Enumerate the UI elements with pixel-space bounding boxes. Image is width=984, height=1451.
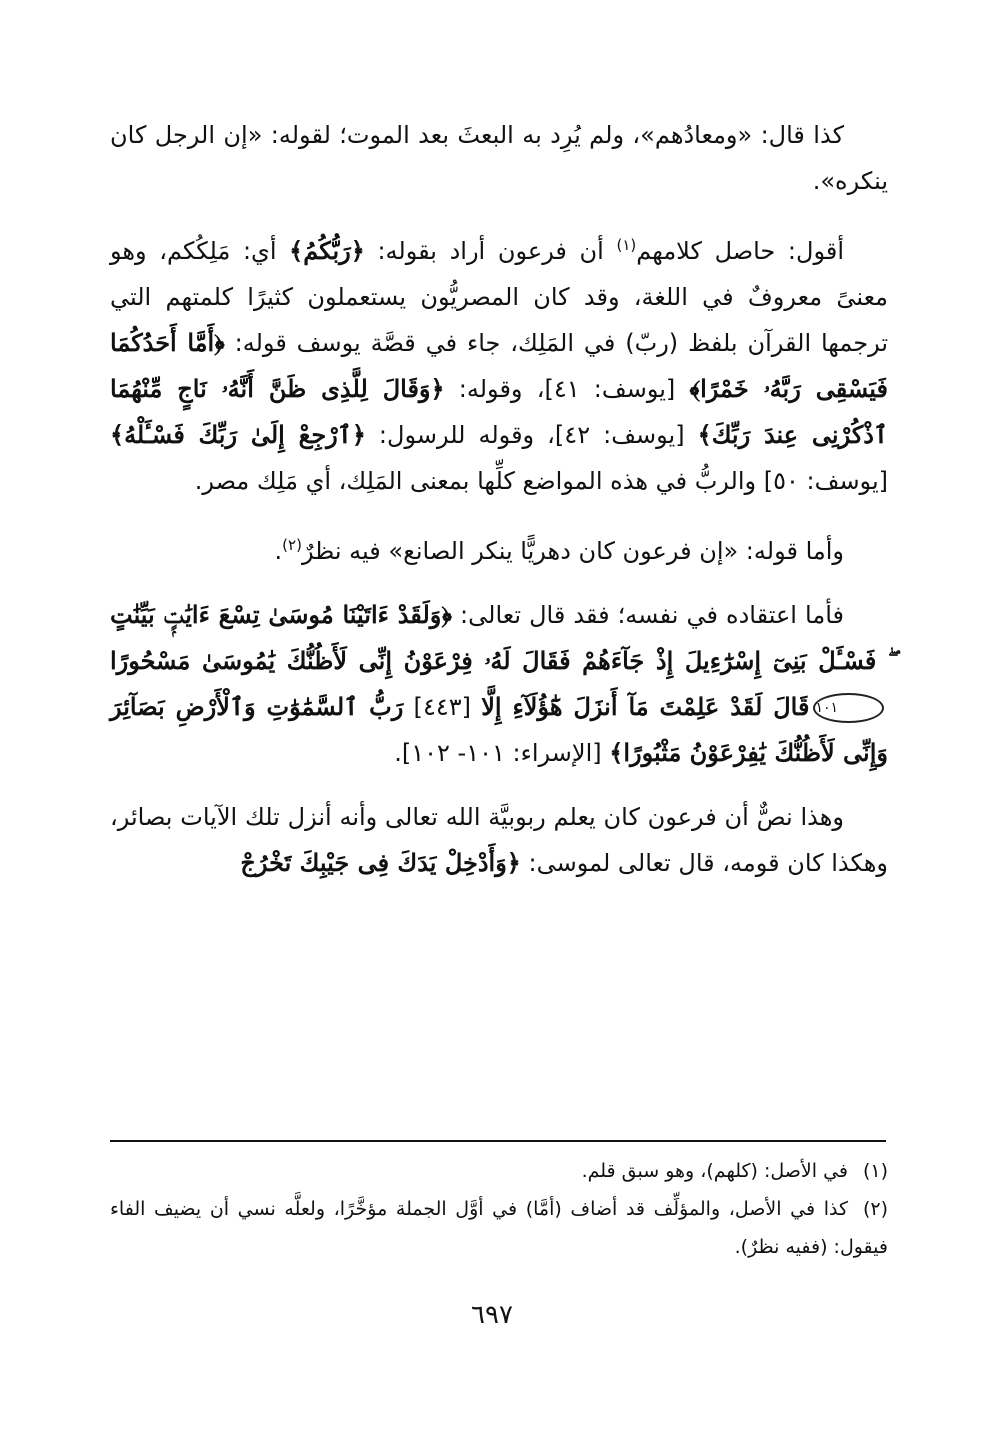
- quran-quote-taha: ﴿وَأَدْخِلْ يَدَكَ فِى جَيْبِكَ تَخْرُجْ: [240, 848, 521, 877]
- footnote-ref-2[interactable]: (٢): [282, 536, 302, 554]
- paragraph-1: [110, 112, 888, 204]
- footnote-ref-1[interactable]: (١): [616, 236, 637, 254]
- paragraph-2-text-f: [يوسف: ٥٠] والربُّ في هذه المواضع كلِّها بمعنى المَلِك، أي مَلِك مصر.: [194, 467, 888, 495]
- page-number: ٦٩٧: [471, 1300, 513, 1330]
- quran-quote-isra-101: ﴿وَلَقَدْ ءَاتَيْنَا مُوسَىٰ تِسْعَ ءَايَٰتٍۭ بَيِّنَٰتٍ ۖ فَسْـَٔلْ بَنِىٓ إِسْرَٰٓءِيلَ إِذْ جَآءَهُمْ فَقَالَ لَهُۥ فِرْعَوْنُ إِنِّى لَأَظُنُّكَ يَٰمُوسَىٰ مَسْحُورًا: [110, 600, 888, 675]
- quran-quote-yusuf-41: ﴿أَمَّا أَحَدُكُمَا فَيَسْقِى رَبَّهُۥ خَمْرًا﴾: [110, 328, 889, 403]
- page-body: [110, 112, 888, 886]
- page-marker: [٤٤٣]: [403, 693, 482, 721]
- quran-quote-rabbukum: ﴿رَبُّكُمُ﴾: [289, 236, 365, 265]
- quran-quote-yusuf-42: ﴿وَقَالَ لِلَّذِى ظَنَّ أَنَّهُۥ نَاجٍ مِّنْهُمَا ٱذْكُرْنِى عِندَ رَبِّكَ﴾: [110, 374, 888, 449]
- paragraph-3: [110, 522, 888, 574]
- footnote-divider: [110, 1140, 886, 1142]
- footnote-2-text: كذا في الأصل، والمؤلِّف قد أضاف (أمَّا) في أوَّل الجملة مؤخَّرًا، ولعلَّه نسي أن يضيف الفاء فيقول: (ففيه نظرٌ).: [110, 1198, 888, 1258]
- quran-quote-isra-102-b: رَبُّ ٱلسَّمَٰوَٰتِ وَٱلْأَرْضِ بَصَآئِرَ وَإِنِّى لَأَظُنُّكَ يَٰفِرْعَوْنُ مَثْبُورًا﴾: [110, 692, 888, 767]
- paragraph-2-text-c: أي: مَلِكُكم، وهو معنىً معروفٌ في اللغة، وقد كان المصريُّون يستعملون كثيرًا كلمتهم التي ترجمها القرآن بلفظ (ربّ) في المَلِك، جاء في قصَّة يوسف قوله:: [110, 237, 888, 357]
- footnote-1-text: في الأصل: (كلهم)، وهو سبق قلم.: [581, 1160, 848, 1182]
- footnote-2-number: (٢): [862, 1198, 888, 1220]
- paragraph-2: [110, 222, 888, 504]
- quran-quote-isra-102-a: قَالَ لَقَدْ عَلِمْتَ مَآ أَنزَلَ هَٰٓؤُلَآءِ إِلَّا: [481, 692, 810, 721]
- footnote-2: [110, 1190, 888, 1266]
- footnote-1: [110, 1152, 888, 1190]
- paragraph-3-text-a: وأما قوله: «إن فرعون كان دهريًّا ينكر الصانع» فيه نظرٌ: [301, 537, 844, 565]
- paragraph-2-text-a: أقول: حاصل كلامهم: [636, 237, 844, 265]
- paragraph-1-text: كذا قال: «ومعادُهم»، ولم يُرِد به البعثَ بعد الموت؛ لقوله: «إن الرجل كان ينكره».: [110, 121, 888, 195]
- paragraph-2-text-d: [يوسف: ٤١]، وقوله:: [444, 375, 690, 403]
- paragraph-3-text-b: .: [274, 537, 283, 565]
- paragraph-2-text-e: [يوسف: ٤٢]، وقوله للرسول:: [365, 421, 698, 449]
- verse-number-icon: ١٠١: [813, 693, 884, 723]
- footnote-1-number: (١): [862, 1160, 888, 1182]
- paragraph-5: [110, 794, 888, 886]
- paragraph-4: [110, 592, 888, 776]
- paragraph-2-text-b: أن فرعون أراد بقوله:: [364, 237, 617, 265]
- paragraph-5-text-a: وهذا نصٌّ أن فرعون كان يعلم ربوبيَّة الله تعالى وأنه أنزل تلك الآيات بصائر، وهكذا كان قومه، قال تعالى لموسى:: [110, 803, 888, 877]
- paragraph-4-text-b: [الإسراء: ١٠١- ١٠٢].: [394, 739, 610, 767]
- paragraph-4-text-a: فأما اعتقاده في نفسه؛ فقد قال تعالى:: [451, 601, 844, 629]
- footnotes: [110, 1152, 888, 1266]
- quran-quote-yusuf-50: ﴿ٱرْجِعْ إِلَىٰ رَبِّكَ فَسْـَٔلْهُ﴾: [110, 420, 366, 449]
